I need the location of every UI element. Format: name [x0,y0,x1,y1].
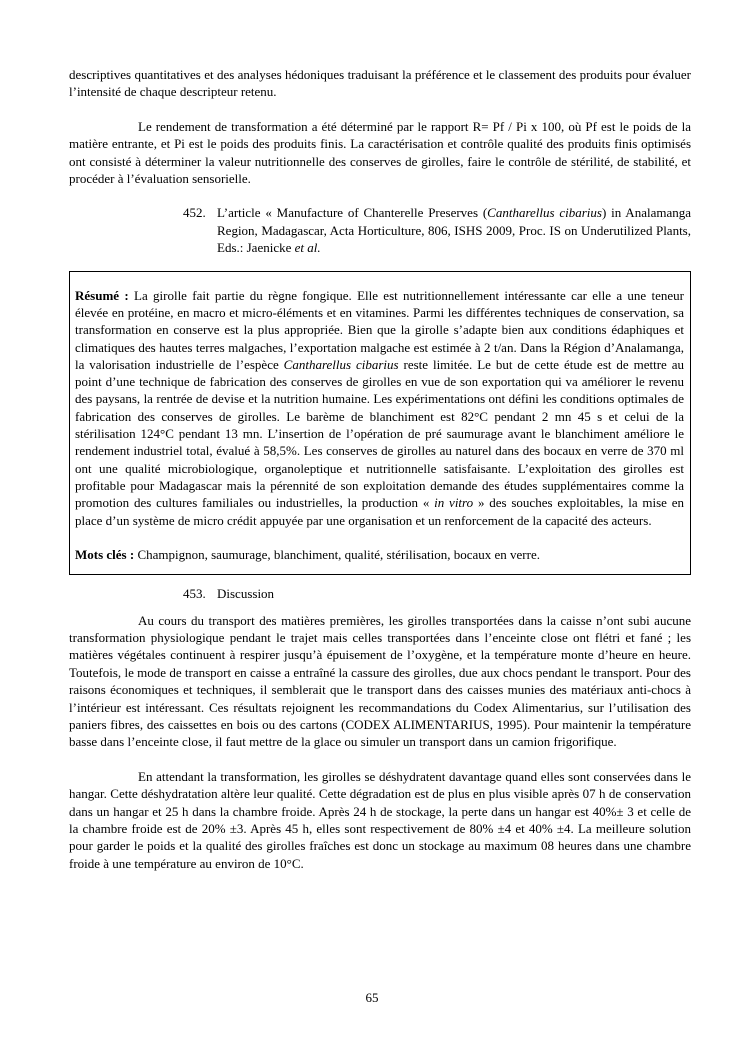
paragraph-attente: En attendant la transformation, les girolles se déshydratent davantage quand elles sont conservées dans le hangar. Cette déshydratation altère leur qualité. Cette dégradation est de plus en plus visible après 07 h de conservation dans un hangar et 25 h dans la chambre froide. Après 24 h de stockage, la perte dans un hangar est 40%± 3 et celle de la chambre froide est de 20% ±3. Après 45 h, elles sont respectivement de 80% ±4 et 40% ±4. La meilleure solution pour garder le poids et la qualité des girolles fraîches est donc un stockage au maximum 08 heures dans une chambre froide à une température au environ de 10°C. [69,768,691,871]
paragraph-transport: Au cours du transport des matières premières, les girolles transportées dans la caisse n’ont subi aucune transformation physiologique pendant le trajet mais celles transportées dans l’enceinte close ont flétri et fané ; les matières végétales continuent à respirer jusqu’à épuisement de l’oxygène, et la température monte d’heure en heure. Toutefois, le mode de transport en caisse a entraîné la cassure des girolles, due aux chocs pendant le transport. Pour des raisons économiques et techniques, il semblerait que le transport dans des caisses munies des matériaux anti-chocs à l’intérieur est intéressant. Ces résultats rejoignent les recommandations du Codex Alimentarius, sur l’utilisation des paniers fibres, des caissettes en bois ou des cartons (CODEX ALIMENTARIUS, 1995). Pour maintenir la température basse dans l’enceinte close, il faut mettre de la glace ou simuler un transport dans un camion frigorifique. [69,612,691,750]
item-number: 452. [183,205,206,221]
section-heading-discussion [183,585,691,602]
paragraph-rendement: Le rendement de transformation a été déterminé par le rapport R= Pf / Pi x 100, où Pf est le poids de la matière entrante, et Pi est le poids des produits finis. La caractérisation et contrôle qualité des produits finis optimisés ont consisté à déterminer la valeur nutritionnelle des conserves de girolles, faire le contrôle de stérilité, de stabilité, et procéder à l’évaluation sensorielle. [69,118,691,187]
section-title: Discussion [217,586,275,602]
keywords: Mots clés : Champignon, saumurage, blanchiment, qualité, stérilisation, bocaux en verre. [75,546,540,562]
abstract-text: Résumé : La girolle fait partie du règne fongique. Elle est nutritionnellement intéressante car elle a une teneur élevée en protéine, en macro et micro-éléments et en vitamines. Parmi les différentes techniques de conservation, sa transformation en conserve est la plus appropriée. Bien que la girolle s’adapte bien aux conditions édaphiques et climatiques des hautes terres malgaches, l’exportation malgache est estimée à 2 t/an. Dans la Région d’Analamanga, la valorisation industrielle de l’espèce Cantharellus cibarius reste limitée. Le but de cette étude est de mettre au point d’une technique de fabrication des conserves de girolles en vue de son exportation qui va améliorer le revenu des paysans, la rentrée de devise et la nutrition humaine. Les expérimentations ont défini les conditions optimales de fabrication des conserves de girolles. Le barème de blanchiment est 82°C pendant 2 mn 45 s et celui de la stérilisation 124°C pendant 13 mn. L’insertion de l’opération de pré saumurage avant le blanchiment améliore le rendement industriel total, évalué à 58,5%. Les conserves de girolles au naturel dans des bocaux en verre de 370 ml ont une qualité microbiologique, organoleptique et nutritionnelle satisfaisante. L’exploitation des girolles est profitable pour Madagascar mais la pérennité de son exploitation demande des études supplémentaires comme la promotion des cultures familiales ou industrielles, la production « in vitro » des souches exploitables, la mise en place d’un système de micro crédit appuyée par une organisation et un renforcement de la capacité des acteurs. [75,287,685,528]
keywords-label: Mots clés : [75,546,135,562]
paragraph-intro: descriptives quantitatives et des analyses hédoniques traduisant la préférence et le classement des produits pour évaluer l’intensité de chaque descripteur retenu. [69,67,691,100]
reference-item-452 [183,204,691,256]
section-number: 453. [183,586,206,602]
document-page [69,66,691,872]
page-number: 65 [365,990,379,1005]
abstract-box [69,271,691,575]
abstract-label: Résumé : [75,287,129,303]
reference-text: L’article « Manufacture of Chanterelle Preserves (Cantharellus cibarius) in Analamanga Region, Madagascar, Acta Horticulture, 806, ISHS 2009, Proc. IS on Underutilized Plants, Eds.: Jaenicke et al. [217,205,691,256]
